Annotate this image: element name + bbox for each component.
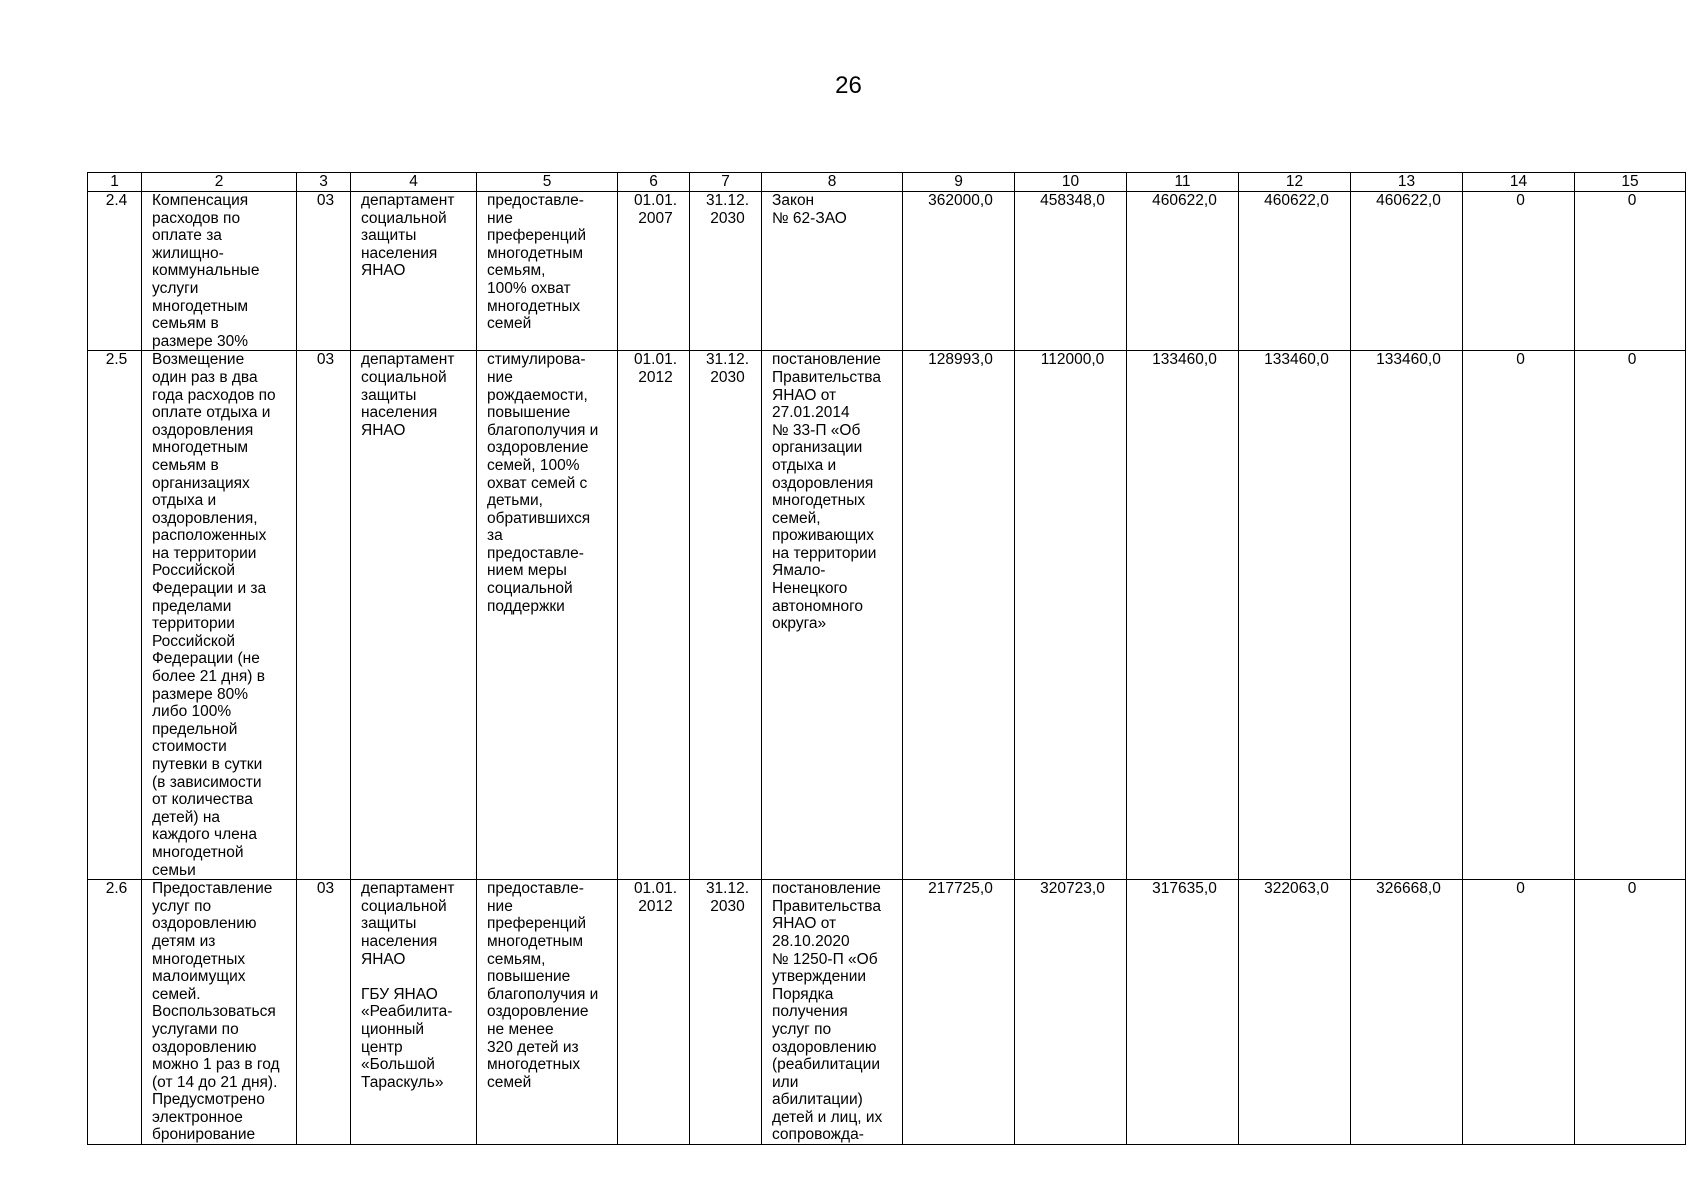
goal-cell: предоставле- ние преференций многодетным семьям, 100% охват многодетных семей [477, 192, 618, 351]
amount-cell: 460622,0 [1127, 192, 1239, 351]
column-header: 9 [903, 173, 1015, 192]
table-row [88, 880, 1686, 1145]
measure-name: Возмещение один раз в два года расходов по оплате отдыха и оздоровления многодетным семьям в организациях отдыха и оздоровления, расположенных на территории Российской Федерации и за пределами территории Российской Федерации (не более 21 дня) в размере 80% либо 100% предельной стоимости путевки в сутки (в зависимости от количества детей) на каждого члена многодетной семьи [142, 351, 297, 880]
column-header: 5 [477, 173, 618, 192]
legal-basis-cell: Закон № 62-ЗАО [762, 192, 903, 351]
end-date-cell: 31.12. 2030 [690, 351, 762, 880]
amount-cell: 322063,0 [1239, 880, 1351, 1145]
table-row [88, 351, 1686, 880]
code-cell: 03 [297, 351, 351, 880]
end-date-cell: 31.12. 2030 [690, 192, 762, 351]
start-date-cell: 01.01. 2007 [618, 192, 690, 351]
column-header: 4 [351, 173, 477, 192]
executor-cell: департамент социальной защиты населения ЯНАО [351, 192, 477, 351]
amount-cell: 317635,0 [1127, 880, 1239, 1145]
row-number: 2.6 [88, 880, 142, 1145]
column-header: 1 [88, 173, 142, 192]
executor-cell: департамент социальной защиты населения ЯНАО ГБУ ЯНАО «Реабилита- ционный центр «Большой Тараскуль» [351, 880, 477, 1145]
end-date-cell: 31.12. 2030 [690, 880, 762, 1145]
column-header: 7 [690, 173, 762, 192]
amount-cell: 362000,0 [903, 192, 1015, 351]
table-header-row [88, 173, 1686, 192]
amount-cell: 128993,0 [903, 351, 1015, 880]
measure-name: Предоставление услуг по оздоровлению детям из многодетных малоимущих семей. Воспользоваться услугами по оздоровлению можно 1 раз в год (от 14 до 21 дня). Предусмотрено электронное бронирование [142, 880, 297, 1145]
column-header: 3 [297, 173, 351, 192]
row-number: 2.5 [88, 351, 142, 880]
legal-basis-cell: постановление Правительства ЯНАО от 27.01.2014 № 33-П «Об организации отдыха и оздоровления многодетных семей, проживающих на территории Ямало- Ненецкого автономного округа» [762, 351, 903, 880]
column-header: 11 [1127, 173, 1239, 192]
amount-cell: 0 [1463, 351, 1575, 880]
column-header: 6 [618, 173, 690, 192]
amount-cell: 460622,0 [1239, 192, 1351, 351]
executor-cell: департамент социальной защиты населения ЯНАО [351, 351, 477, 880]
column-header: 2 [142, 173, 297, 192]
code-cell: 03 [297, 192, 351, 351]
start-date-cell: 01.01. 2012 [618, 351, 690, 880]
code-cell: 03 [297, 880, 351, 1145]
legal-basis-cell: постановление Правительства ЯНАО от 28.10.2020 № 1250-П «Об утверждении Порядка получения услуг по оздоровлению (реабилитации или абилитации) детей и лиц, их сопровожда- [762, 880, 903, 1145]
table-row [88, 192, 1686, 351]
amount-cell: 0 [1463, 880, 1575, 1145]
column-header: 12 [1239, 173, 1351, 192]
amount-cell: 0 [1575, 880, 1686, 1145]
amount-cell: 133460,0 [1239, 351, 1351, 880]
amount-cell: 458348,0 [1015, 192, 1127, 351]
goal-cell: стимулирова- ние рождаемости, повышение благополучия и оздоровление семей, 100% охват семей с детьми, обратившихся за предоставле- нием меры социальной поддержки [477, 351, 618, 880]
program-table [87, 172, 1686, 1145]
column-header: 14 [1463, 173, 1575, 192]
column-header: 13 [1351, 173, 1463, 192]
start-date-cell: 01.01. 2012 [618, 880, 690, 1145]
amount-cell: 0 [1463, 192, 1575, 351]
amount-cell: 133460,0 [1127, 351, 1239, 880]
column-header: 8 [762, 173, 903, 192]
amount-cell: 112000,0 [1015, 351, 1127, 880]
measure-name: Компенсация расходов по оплате за жилищно- коммунальные услуги многодетным семьям в размере 30% [142, 192, 297, 351]
amount-cell: 217725,0 [903, 880, 1015, 1145]
amount-cell: 460622,0 [1351, 192, 1463, 351]
amount-cell: 320723,0 [1015, 880, 1127, 1145]
goal-cell: предоставле- ние преференций многодетным семьям, повышение благополучия и оздоровление не менее 320 детей из многодетных семей [477, 880, 618, 1145]
amount-cell: 0 [1575, 192, 1686, 351]
amount-cell: 133460,0 [1351, 351, 1463, 880]
amount-cell: 326668,0 [1351, 880, 1463, 1145]
column-header: 10 [1015, 173, 1127, 192]
row-number: 2.4 [88, 192, 142, 351]
amount-cell: 0 [1575, 351, 1686, 880]
column-header: 15 [1575, 173, 1686, 192]
page-number: 26 [835, 72, 862, 99]
